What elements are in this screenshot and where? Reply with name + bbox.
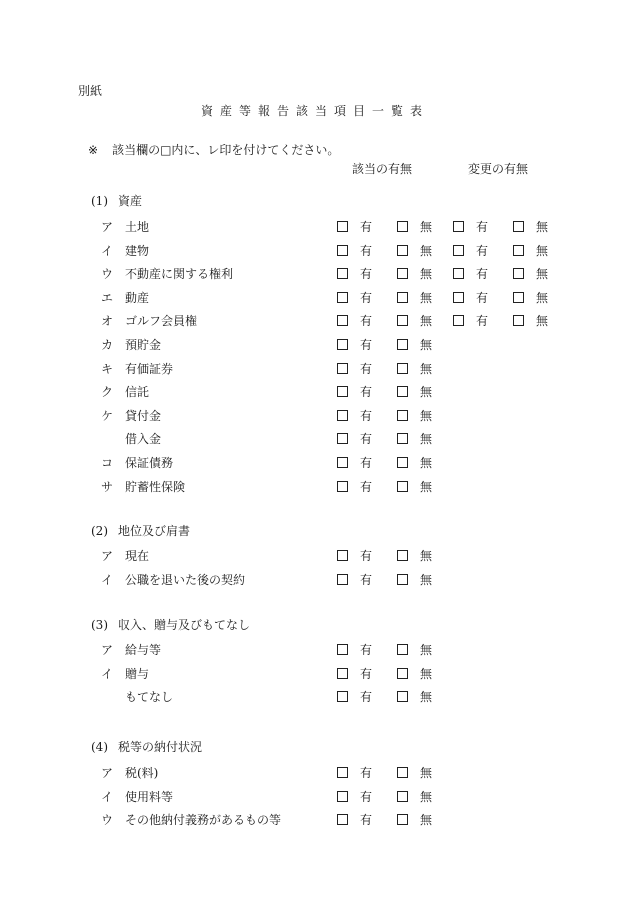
item-label: 給与等 xyxy=(125,643,162,657)
checkbox-square-icon[interactable] xyxy=(453,315,464,326)
checkbox-label: 無 xyxy=(420,338,433,352)
checkbox-label: 有 xyxy=(360,813,373,827)
checkbox-label: 有 xyxy=(360,790,373,804)
applicable-yes-checkbox[interactable] xyxy=(337,220,372,234)
changed-yes-checkbox[interactable] xyxy=(453,244,488,258)
applicable-no-checkbox[interactable] xyxy=(397,573,432,587)
applicable-no-checkbox[interactable] xyxy=(397,690,432,704)
checkbox-label: 無 xyxy=(536,314,549,328)
checkbox-label: 有 xyxy=(360,338,373,352)
item-kana: カ xyxy=(101,338,114,352)
note-mark: ※ xyxy=(88,143,99,157)
item-label: もてなし xyxy=(125,690,174,704)
checkbox-square-icon[interactable] xyxy=(337,481,348,492)
checkbox-square-icon[interactable] xyxy=(397,457,408,468)
checkbox-label: 有 xyxy=(360,456,373,470)
checkbox-square-icon[interactable] xyxy=(337,245,348,256)
item-kana: コ xyxy=(101,456,114,470)
checkbox-label: 有 xyxy=(360,362,373,376)
checkbox-label: 無 xyxy=(420,790,433,804)
checkbox-label: 無 xyxy=(420,456,433,470)
checkbox-label: 有 xyxy=(360,690,373,704)
section-heading xyxy=(91,194,142,208)
item-label: 不動産に関する権利 xyxy=(125,267,234,281)
item-label: 有価証券 xyxy=(125,362,174,376)
checkbox-square-icon[interactable] xyxy=(337,791,348,802)
checkbox-label: 無 xyxy=(536,220,549,234)
section-number: (4) xyxy=(91,740,108,754)
checkbox-label: 有 xyxy=(360,766,373,780)
applicable-no-checkbox[interactable] xyxy=(397,385,432,399)
checkbox-square-icon[interactable] xyxy=(513,245,524,256)
applicable-yes-checkbox[interactable] xyxy=(337,766,372,780)
checkbox-label: 有 xyxy=(476,267,489,281)
applicable-yes-checkbox[interactable] xyxy=(337,244,372,258)
checkbox-label: 無 xyxy=(420,409,433,423)
item-kana: イ xyxy=(101,244,114,258)
changed-no-checkbox[interactable] xyxy=(513,267,548,281)
checkbox-square-icon[interactable] xyxy=(337,386,348,397)
item-kana: オ xyxy=(101,314,114,328)
checkbox-square-icon[interactable] xyxy=(397,363,408,374)
item-label: 使用料等 xyxy=(125,790,174,804)
changed-no-checkbox[interactable] xyxy=(513,220,548,234)
applicable-yes-checkbox[interactable] xyxy=(337,643,372,657)
checkbox-square-icon[interactable] xyxy=(397,574,408,585)
applicable-no-checkbox[interactable] xyxy=(397,667,432,681)
applicable-no-checkbox[interactable] xyxy=(397,643,432,657)
item-label: 建物 xyxy=(125,244,150,258)
checkbox-label: 無 xyxy=(536,291,549,305)
item-label: 貸付金 xyxy=(125,409,162,423)
checkbox-square-icon[interactable] xyxy=(337,574,348,585)
checkbox-square-icon[interactable] xyxy=(397,550,408,561)
checkbox-label: 無 xyxy=(420,766,433,780)
applicable-no-checkbox[interactable] xyxy=(397,456,432,470)
changed-no-checkbox[interactable] xyxy=(513,291,548,305)
checkbox-label: 有 xyxy=(476,244,489,258)
item-kana: キ xyxy=(101,362,114,376)
checkbox-square-icon[interactable] xyxy=(397,245,408,256)
checkbox-square-icon[interactable] xyxy=(513,292,524,303)
checkbox-square-icon[interactable] xyxy=(337,221,348,232)
changed-yes-checkbox[interactable] xyxy=(453,291,488,305)
checkbox-label: 無 xyxy=(420,362,433,376)
checkbox-square-icon[interactable] xyxy=(513,268,524,279)
applicable-yes-checkbox[interactable] xyxy=(337,291,372,305)
item-label: 公職を退いた後の契約 xyxy=(125,573,246,587)
checkbox-square-icon[interactable] xyxy=(337,315,348,326)
instruction-note xyxy=(88,143,339,157)
checkbox-label: 無 xyxy=(420,432,433,446)
applicable-yes-checkbox[interactable] xyxy=(337,314,372,328)
applicable-no-checkbox[interactable] xyxy=(397,220,432,234)
checkbox-square-icon[interactable] xyxy=(453,268,464,279)
item-label: 動産 xyxy=(125,291,150,305)
checkbox-label: 有 xyxy=(360,267,373,281)
item-label: 現在 xyxy=(125,549,150,563)
checkbox-label: 有 xyxy=(360,432,373,446)
section-heading xyxy=(91,740,202,754)
changed-no-checkbox[interactable] xyxy=(513,244,548,258)
applicable-yes-checkbox[interactable] xyxy=(337,385,372,399)
section-title: 収入、贈与及びもてなし xyxy=(118,618,251,632)
section-title: 地位及び肩書 xyxy=(118,524,191,538)
applicable-no-checkbox[interactable] xyxy=(397,267,432,281)
checkbox-label: 無 xyxy=(420,314,433,328)
checkbox-label: 有 xyxy=(360,667,373,681)
section-heading xyxy=(91,618,250,632)
item-kana: ケ xyxy=(101,409,114,423)
checkbox-square-icon[interactable] xyxy=(337,363,348,374)
checkbox-label: 無 xyxy=(420,573,433,587)
applicable-no-checkbox[interactable] xyxy=(397,432,432,446)
changed-yes-checkbox[interactable] xyxy=(453,267,488,281)
item-label: 保証債務 xyxy=(125,456,174,470)
checkbox-square-icon[interactable] xyxy=(397,814,408,825)
item-label: 税(料) xyxy=(125,766,159,780)
checkbox-square-icon[interactable] xyxy=(337,550,348,561)
checkbox-square-icon[interactable] xyxy=(397,221,408,232)
applicable-no-checkbox[interactable] xyxy=(397,549,432,563)
section-number: (1) xyxy=(91,194,108,208)
checkbox-square-icon[interactable] xyxy=(397,791,408,802)
item-kana: ク xyxy=(101,385,114,399)
section-heading xyxy=(91,524,190,538)
checkbox-label: 有 xyxy=(360,314,373,328)
checkbox-label: 無 xyxy=(420,267,433,281)
checkbox-square-icon[interactable] xyxy=(453,245,464,256)
checkbox-label: 有 xyxy=(476,220,489,234)
checkbox-label: 無 xyxy=(420,813,433,827)
applicable-yes-checkbox[interactable] xyxy=(337,549,372,563)
checkbox-label: 無 xyxy=(420,220,433,234)
section-title: 資産 xyxy=(118,194,143,208)
checkbox-label: 有 xyxy=(360,385,373,399)
checkbox-label: 無 xyxy=(420,667,433,681)
checkbox-label: 有 xyxy=(360,220,373,234)
applicable-yes-checkbox[interactable] xyxy=(337,267,372,281)
applicable-yes-checkbox[interactable] xyxy=(337,432,372,446)
item-kana: イ xyxy=(101,573,114,587)
checkbox-square-icon[interactable] xyxy=(513,221,524,232)
column-header-changed: 変更の有無 xyxy=(468,162,529,176)
applicable-no-checkbox[interactable] xyxy=(397,314,432,328)
checkbox-label: 有 xyxy=(360,573,373,587)
checkbox-square-icon[interactable] xyxy=(337,691,348,702)
item-kana: ア xyxy=(101,220,114,234)
changed-yes-checkbox[interactable] xyxy=(453,220,488,234)
checkbox-label: 有 xyxy=(360,291,373,305)
checkbox-square-icon[interactable] xyxy=(397,767,408,778)
checkbox-label: 無 xyxy=(420,244,433,258)
checkbox-square-icon[interactable] xyxy=(397,410,408,421)
checkbox-square-icon[interactable] xyxy=(337,767,348,778)
applicable-no-checkbox[interactable] xyxy=(397,480,432,494)
checkbox-label: 有 xyxy=(476,314,489,328)
checkbox-label: 無 xyxy=(420,385,433,399)
applicable-no-checkbox[interactable] xyxy=(397,244,432,258)
checkbox-square-icon[interactable] xyxy=(453,221,464,232)
checkbox-square-icon[interactable] xyxy=(397,691,408,702)
applicable-yes-checkbox[interactable] xyxy=(337,480,372,494)
applicable-no-checkbox[interactable] xyxy=(397,813,432,827)
applicable-yes-checkbox[interactable] xyxy=(337,409,372,423)
checkbox-label: 無 xyxy=(536,244,549,258)
applicable-no-checkbox[interactable] xyxy=(397,338,432,352)
checkbox-square-icon[interactable] xyxy=(453,292,464,303)
applicable-no-checkbox[interactable] xyxy=(397,409,432,423)
item-kana: イ xyxy=(101,790,114,804)
checkbox-label: 有 xyxy=(360,480,373,494)
checkbox-label: 無 xyxy=(420,549,433,563)
checkbox-label: 有 xyxy=(476,291,489,305)
checkbox-square-icon[interactable] xyxy=(397,292,408,303)
applicable-yes-checkbox[interactable] xyxy=(337,362,372,376)
item-label: ゴルフ会員権 xyxy=(125,314,198,328)
checkbox-square-icon[interactable] xyxy=(397,339,408,350)
applicable-yes-checkbox[interactable] xyxy=(337,456,372,470)
checkbox-square-icon[interactable] xyxy=(337,457,348,468)
checkbox-square-icon[interactable] xyxy=(397,268,408,279)
applicable-yes-checkbox[interactable] xyxy=(337,667,372,681)
item-kana: イ xyxy=(101,667,114,681)
item-label: 貯蓄性保険 xyxy=(125,480,186,494)
applicable-yes-checkbox[interactable] xyxy=(337,790,372,804)
checkbox-square-icon[interactable] xyxy=(397,644,408,655)
item-label: 信託 xyxy=(125,385,150,399)
item-kana: ウ xyxy=(101,267,114,281)
changed-yes-checkbox[interactable] xyxy=(453,314,488,328)
item-kana: ア xyxy=(101,766,114,780)
checkbox-square-icon[interactable] xyxy=(397,481,408,492)
checkbox-square-icon[interactable] xyxy=(337,644,348,655)
page-title: 資産等報告該当項目一覧表 xyxy=(200,104,429,118)
item-label: 贈与 xyxy=(125,667,150,681)
checkbox-square-icon[interactable] xyxy=(337,292,348,303)
checkbox-square-icon[interactable] xyxy=(337,668,348,679)
applicable-yes-checkbox[interactable] xyxy=(337,338,372,352)
changed-no-checkbox[interactable] xyxy=(513,314,548,328)
checkbox-square-icon[interactable] xyxy=(337,268,348,279)
checkbox-square-icon[interactable] xyxy=(397,433,408,444)
applicable-no-checkbox[interactable] xyxy=(397,291,432,305)
checkbox-label: 無 xyxy=(420,690,433,704)
applicable-no-checkbox[interactable] xyxy=(397,766,432,780)
applicable-no-checkbox[interactable] xyxy=(397,790,432,804)
checkbox-square-icon[interactable] xyxy=(513,315,524,326)
checkbox-square-icon[interactable] xyxy=(337,339,348,350)
item-kana: ア xyxy=(101,643,114,657)
note-text: 該当欄の□内に、レ印を付けてください。 xyxy=(112,143,340,157)
checkbox-label: 無 xyxy=(536,267,549,281)
item-kana: サ xyxy=(101,480,114,494)
checkbox-label: 無 xyxy=(420,480,433,494)
applicable-yes-checkbox[interactable] xyxy=(337,573,372,587)
column-header-applicable: 該当の有無 xyxy=(352,162,413,176)
checkbox-square-icon[interactable] xyxy=(337,433,348,444)
item-label: 預貯金 xyxy=(125,338,162,352)
checkbox-square-icon[interactable] xyxy=(397,386,408,397)
checkbox-label: 有 xyxy=(360,244,373,258)
checkbox-label: 有 xyxy=(360,549,373,563)
applicable-yes-checkbox[interactable] xyxy=(337,690,372,704)
checkbox-square-icon[interactable] xyxy=(337,410,348,421)
section-title: 税等の納付状況 xyxy=(118,740,203,754)
checkbox-label: 有 xyxy=(360,409,373,423)
checkbox-label: 無 xyxy=(420,643,433,657)
item-label: その他納付義務があるもの等 xyxy=(125,813,282,827)
applicable-yes-checkbox[interactable] xyxy=(337,813,372,827)
section-number: (3) xyxy=(91,618,108,632)
item-label: 土地 xyxy=(125,220,150,234)
applicable-no-checkbox[interactable] xyxy=(397,362,432,376)
checkbox-square-icon[interactable] xyxy=(397,315,408,326)
checkbox-square-icon[interactable] xyxy=(337,814,348,825)
item-kana: ウ xyxy=(101,813,114,827)
item-kana: ア xyxy=(101,549,114,563)
item-kana: エ xyxy=(101,291,114,305)
checkbox-label: 無 xyxy=(420,291,433,305)
attachment-label: 別紙 xyxy=(78,84,103,98)
checkbox-label: 有 xyxy=(360,643,373,657)
section-number: (2) xyxy=(91,524,108,538)
item-label: 借入金 xyxy=(125,432,162,446)
checkbox-square-icon[interactable] xyxy=(397,668,408,679)
